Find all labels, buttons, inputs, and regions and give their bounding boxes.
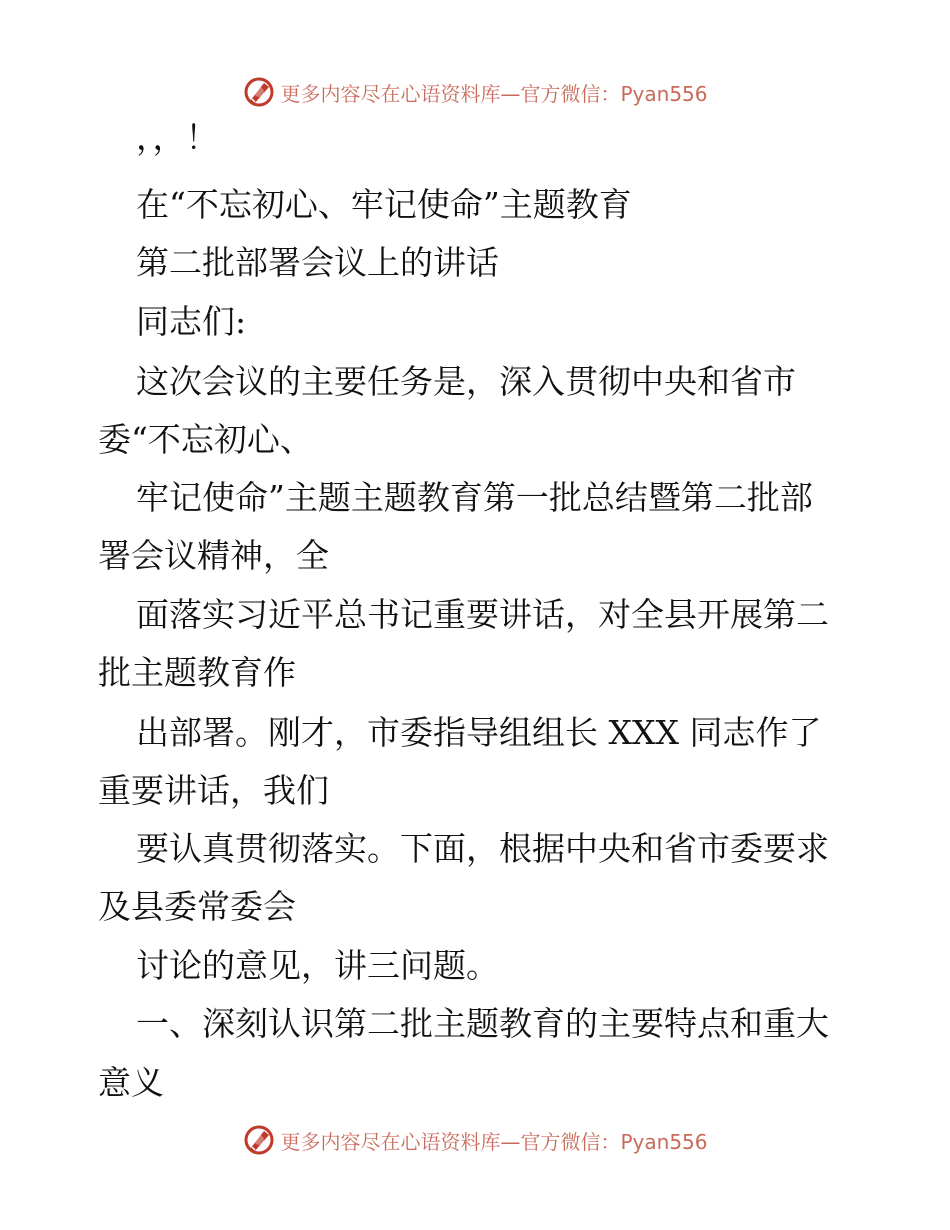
text-line: 一、深刻认识第二批主题教育的主要特点和重大 — [136, 1004, 829, 1043]
text-line: 委“不忘初心、 — [98, 420, 313, 459]
text-line: 在“不忘初心、牢记使命”主题教育 — [136, 185, 632, 224]
text-line: 批主题教育作 — [98, 653, 296, 692]
watermark-text — [280, 1126, 707, 1155]
watermark-label: 更多内容尽在心语资料库—官方微信： — [280, 81, 621, 106]
text-line: 要认真贯彻落实。下面，根据中央和省市委要求 — [136, 829, 829, 868]
text-line: 第二批部署会议上的讲话 — [136, 243, 499, 282]
header-watermark-banner — [0, 72, 950, 112]
text-line: 面落实习近平总书记重要讲话，对全县开展第二 — [136, 595, 829, 634]
footer-watermark-banner — [0, 1120, 950, 1160]
text-line: 及县委常委会 — [98, 887, 296, 926]
watermark-label: 更多内容尽在心语资料库—官方微信： — [280, 1129, 621, 1154]
watermark-text — [280, 78, 707, 107]
text-line: 讨论的意见，讲三问题。 — [136, 946, 499, 985]
text-line: ，，！ — [136, 118, 219, 157]
wechat-id: Pyan556 — [620, 81, 708, 106]
text-line: 出部署。刚才，市委指导组组长 XXX 同志作了 — [136, 713, 822, 752]
text-line: 同志们: — [136, 302, 247, 341]
text-line: 署会议精神，全 — [98, 536, 329, 575]
text-line: 这次会议的主要任务是，深入贯彻中央和省市 — [136, 362, 796, 401]
text-line: 牢记使命”主题主题教育第一批总结暨第二批部 — [136, 478, 813, 517]
text-line: 意义 — [98, 1063, 164, 1102]
pen-nib-logo-icon — [242, 75, 276, 109]
text-line: 重要讲话，我们 — [98, 771, 329, 810]
wechat-id: Pyan556 — [620, 1129, 708, 1154]
pen-nib-logo-icon — [242, 1123, 276, 1157]
